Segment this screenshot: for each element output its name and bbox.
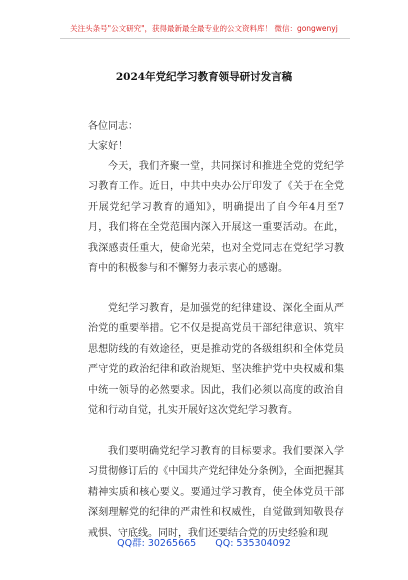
document-title: 2024年党纪学习教育领导研讨发言稿: [115, 71, 293, 83]
footer-qq: QQ: 535304092: [215, 538, 291, 549]
header-divider: [60, 38, 350, 39]
salutation: 各位同志：: [88, 121, 138, 132]
greeting: 大家好！: [88, 141, 128, 152]
footer-qq-group: QQ群: 30265665: [117, 538, 197, 549]
paragraph-3: 我们要明确党纪学习教育的目标要求。我们要深入学习贯彻修订后的《中国共产党纪律处分条例》，全面把握其精神实质和核心要义。要通过学习教育，使全体党员干部深刻理解党的纪律的严肃性和权威性，自觉做到知敬畏存戒惧、守底线。同时，我们还要结合党的历史经验和现: [88, 446, 344, 539]
paragraph-2: 党纪学习教育，是加强党的纪律建设、深化全面从严治党的重要举措。它不仅是提高党员干部纪律意识、筑牢思想防线的有效途径，更是推动党的各级组织和全体党员严守党的政治纪律和政治规矩、坚决维护党中央权威和集中统一领导的必然要求。因此，我们必须以高度的政治自觉和行动自觉，扎实开展好这次党纪学习教育。: [88, 303, 344, 417]
paragraph-1: 今天，我们齐聚一堂，共同探讨和推进全党的党纪学习教育工作。近日，中共中央办公厅印发了《关于在全党开展党纪学习教育的通知》，明确提出了自今年4月至7月，我们将在全党范围内深入开展这一重要活动。在此，我深感责任重大，使命光荣，也对全党同志在党纪学习教育中的积极参与和不懈努力表示衷心的感谢。: [88, 161, 344, 275]
footer-contact: [0, 535, 408, 549]
header-banner: 关注头条号"公文研究"，获得最新最全最专业的公文资料库！ 微信：gongwenyj: [70, 24, 338, 33]
